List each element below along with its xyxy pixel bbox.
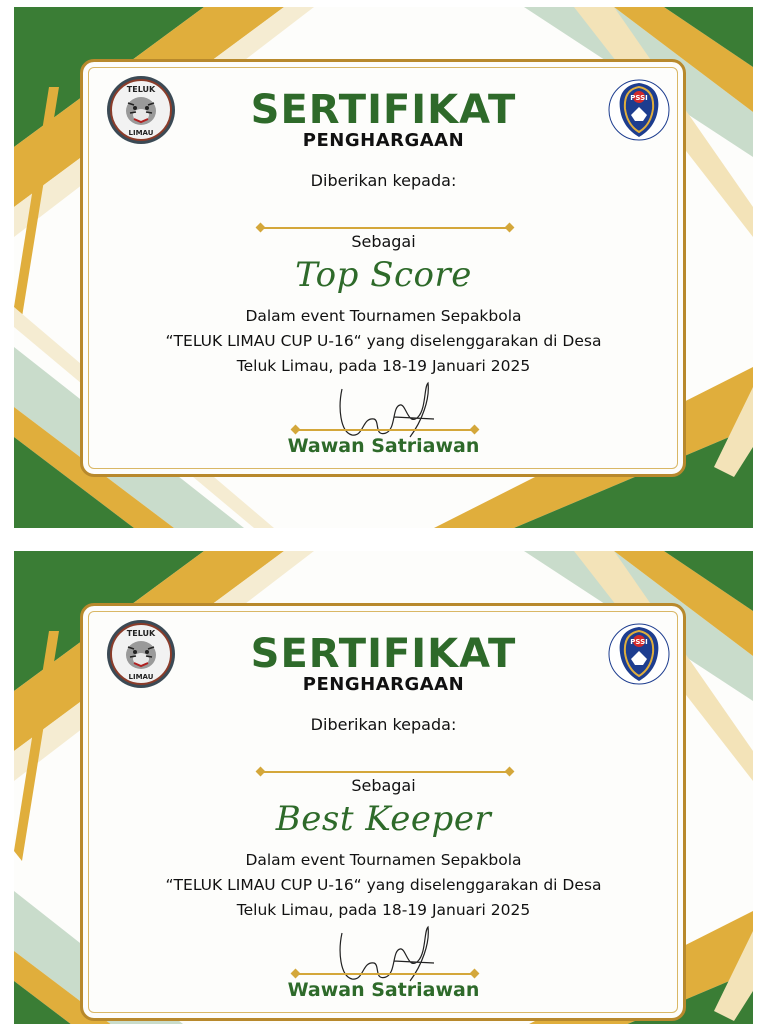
signer-name: Wawan Satriawan <box>287 979 480 1001</box>
recipient-name-line <box>261 227 509 229</box>
signature-line <box>296 973 474 975</box>
certificate-title: SERTIFIKAT <box>250 631 517 677</box>
body-line-2: “TELUK LIMAU CUP U-16“ yang diselenggarakan di Desa <box>165 332 602 350</box>
certificate-best-keeper <box>14 551 753 1024</box>
body-line-1: Dalam event Tournamen Sepakbola <box>245 851 522 869</box>
as-label: Sebagai <box>351 232 416 251</box>
svg-text:LIMAU: LIMAU <box>128 129 154 137</box>
certificate-top-score <box>14 7 753 528</box>
signature-line <box>296 429 474 431</box>
certificate-title: SERTIFIKAT <box>250 87 517 133</box>
body-line-1: Dalam event Tournamen Sepakbola <box>245 307 522 325</box>
given-to-label: Diberikan kepada: <box>310 171 457 190</box>
svg-text:PSSI: PSSI <box>630 94 648 102</box>
award-title: Top Score <box>295 255 472 295</box>
given-to-label: Diberikan kepada: <box>310 715 457 734</box>
body-line-2: “TELUK LIMAU CUP U-16“ yang diselenggarakan di Desa <box>165 876 602 894</box>
body-line-3: Teluk Limau, pada 18-19 Januari 2025 <box>236 901 531 919</box>
svg-text:TELUK: TELUK <box>126 629 156 638</box>
recipient-name-line <box>261 771 509 773</box>
award-title: Best Keeper <box>275 799 492 839</box>
signer-name: Wawan Satriawan <box>287 435 480 457</box>
svg-text:PSSI: PSSI <box>630 638 648 646</box>
as-label: Sebagai <box>351 776 416 795</box>
body-line-3: Teluk Limau, pada 18-19 Januari 2025 <box>236 357 531 375</box>
certificate-subtitle: PENGHARGAAN <box>302 130 465 151</box>
certificate-body <box>14 304 753 379</box>
certificate-body <box>14 848 753 923</box>
certificate-subtitle: PENGHARGAAN <box>302 674 465 695</box>
svg-text:LIMAU: LIMAU <box>128 673 154 681</box>
svg-text:TELUK: TELUK <box>126 85 156 94</box>
